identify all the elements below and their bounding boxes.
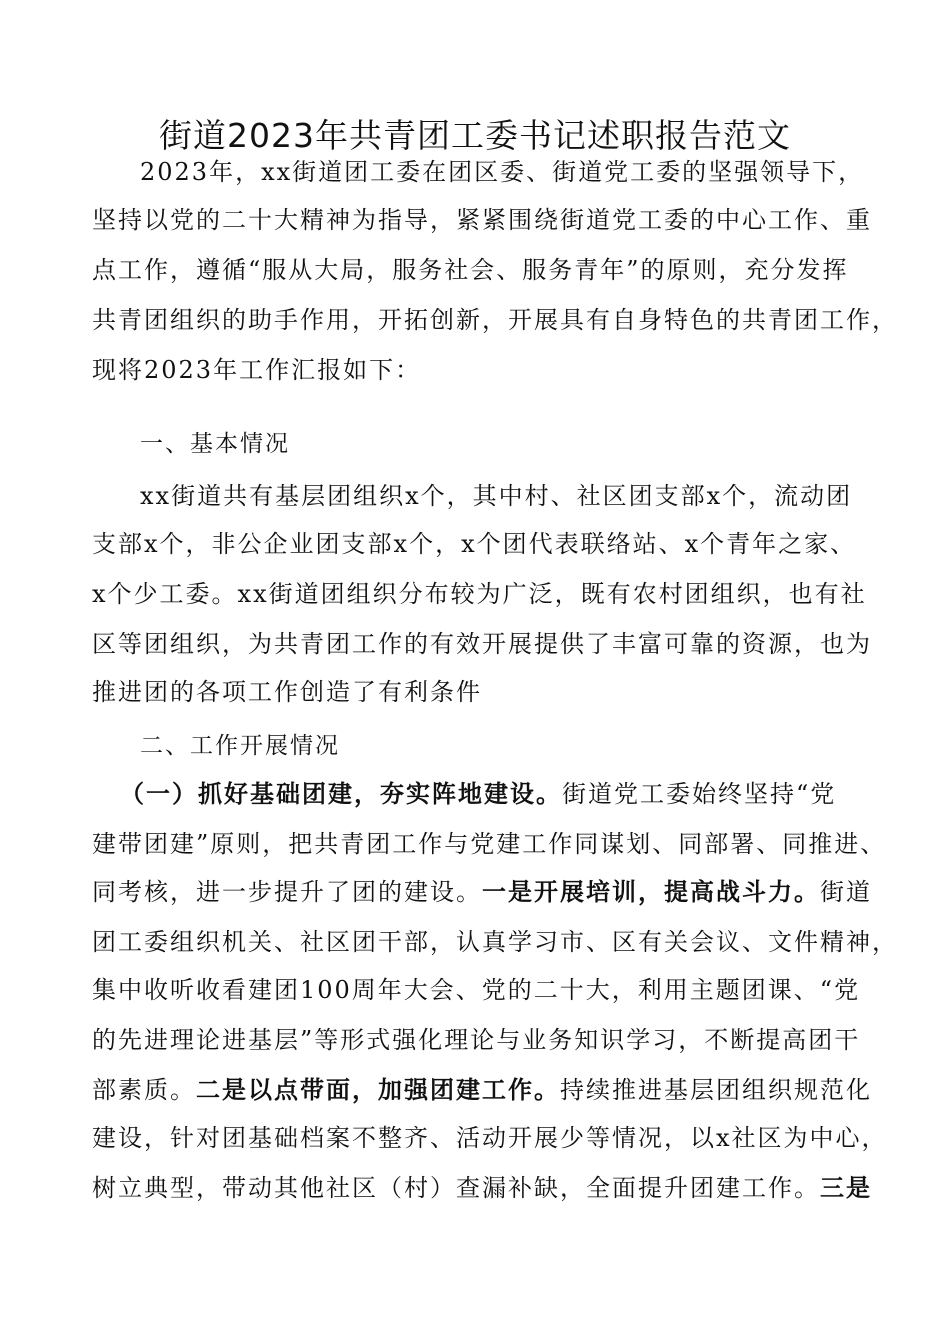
section-heading-basic: 一、基本情况 [140,431,290,457]
point-two-bold: 二是以点带面，加强团建工作。 [196,1076,560,1104]
section1-line-2: 支部x个，非公企业团支部x个，x个团代表联络站、x个青年之家、 [92,530,857,558]
section2-text: 街道 [820,878,872,906]
section2-para-line-7 [92,1074,872,1106]
document-title: 街道2023年共青团工委书记述职报告范文 [159,116,791,155]
section2-text: 树立典型，带动其他社区（村）查漏补缺，全面提升团建工作。 [92,1174,820,1202]
point-one-bold: 一是开展培训，提高战斗力。 [482,878,820,906]
section-heading-work: 二、工作开展情况 [140,733,340,759]
section2-text: 部素质。 [92,1076,196,1104]
section2-para-line-5: 集中收听收看建团100周年大会、党的二十大，利用主题团课、“党 [92,976,861,1004]
intro-line-5: 现将2023年工作汇报如下： [92,356,422,384]
section2-para-line-9 [92,1172,872,1204]
section2-para-line-3 [92,876,872,908]
section2-para-line-4: 团工委组织机关、社区团干部，认真学习市、区有关会议、文件精神， [92,928,898,956]
intro-line-2: 坚持以党的二十大精神为指导，紧紧围绕街道党工委的中心工作、重 [92,206,872,234]
section1-line-1: xx街道共有基层团组织x个，其中村、社区团支部x个，流动团 [140,482,853,510]
section1-line-5: 推进团的各项工作创造了有利条件 [92,678,482,706]
section2-text: 街道党工委始终坚持“党 [562,780,837,808]
intro-line-3: 点工作，遵循“服从大局，服务社会、服务青年”的原则，充分发挥 [92,256,849,284]
section1-line-4: 区等团组织，为共青团工作的有效开展提供了丰富可靠的资源，也为 [92,630,872,658]
intro-line-4: 共青团组织的助手作用，开拓创新，开展具有自身特色的共青团工作， [92,306,898,334]
subheading-bold: （一）抓好基础团建，夯实阵地建设。 [120,780,562,808]
section1-line-3: x个少工委。xx街道团组织分布较为广泛，既有农村团组织，也有社 [92,580,867,608]
section2-text: 同考核，进一步提升了团的建设。 [92,878,482,906]
intro-line-1: 2023年，xx街道团工委在团区委、街道党工委的坚强领导下， [140,158,865,186]
section2-para-line-6: 的先进理论进基层”等形式强化理论与业务知识学习，不断提高团干 [92,1026,861,1054]
section2-para-line-2: 建带团建”原则，把共青团工作与党建工作同谋划、同部署、同推进、 [92,830,887,858]
point-three-bold: 三是 [820,1174,872,1202]
section2-text: 持续推进基层团组织规范化 [560,1076,872,1104]
section2-para-line-1 [120,778,836,810]
section2-para-line-8: 建设，针对团基础档案不整齐、活动开展少等情况，以x社区为中心， [92,1124,888,1152]
